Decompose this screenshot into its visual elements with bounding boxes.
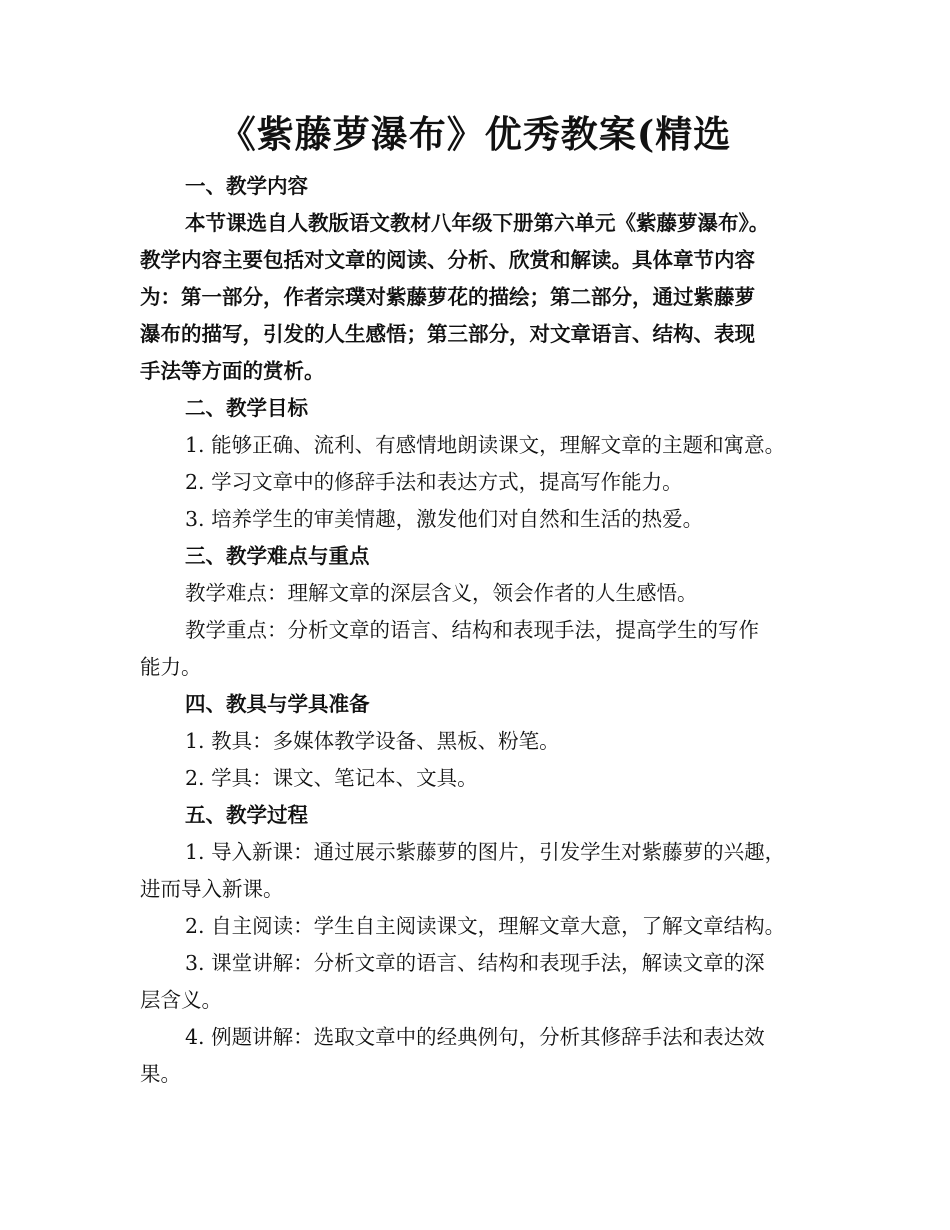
goal-item: 3. 培养学生的审美情趣，激发他们对自然和生活的热爱。 — [185, 507, 704, 531]
process-step-line: 进而导入新课。 — [140, 877, 284, 901]
focus-text-line: 能力。 — [140, 655, 202, 679]
tool-item: 2. 学具：课文、笔记本、文具。 — [185, 766, 478, 790]
section-heading-process: 五、教学过程 — [185, 803, 308, 827]
content-paragraph-line: 教学内容主要包括对文章的阅读、分析、欣赏和解读。具体章节内容 — [140, 248, 755, 272]
section-heading-goals: 二、教学目标 — [185, 396, 308, 420]
section-heading-tools: 四、教具与学具准备 — [185, 692, 370, 716]
goal-item: 2. 学习文章中的修辞手法和表达方式，提高写作能力。 — [185, 470, 683, 494]
difficulty-text: 教学难点：理解文章的深层含义，领会作者的人生感悟。 — [185, 581, 698, 605]
content-paragraph-line: 本节课选自人教版语文教材八年级下册第六单元《紫藤萝瀑布》。 — [185, 211, 770, 235]
process-step-line: 4. 例题讲解：选取文章中的经典例句，分析其修辞手法和表达效 — [185, 1025, 765, 1049]
content-paragraph-line: 瀑布的描写，引发的人生感悟；第三部分，对文章语言、结构、表现 — [140, 322, 755, 346]
focus-text-line: 教学重点：分析文章的语言、结构和表现手法，提高学生的写作 — [185, 618, 759, 642]
content-paragraph-line: 为：第一部分，作者宗璞对紫藤萝花的描绘；第二部分，通过紫藤萝 — [140, 285, 755, 309]
content-paragraph-line: 手法等方面的赏析。 — [140, 359, 325, 383]
process-step-line: 2. 自主阅读：学生自主阅读课文，理解文章大意，了解文章结构。 — [185, 914, 786, 938]
section-heading-content: 一、教学内容 — [185, 174, 308, 198]
process-step-line: 3. 课堂讲解：分析文章的语言、结构和表现手法，解读文章的深 — [185, 951, 765, 975]
goal-item: 1. 能够正确、流利、有感情地朗读课文，理解文章的主题和寓意。 — [185, 433, 786, 457]
tool-item: 1. 教具：多媒体教学设备、黑板、粉笔。 — [185, 729, 560, 753]
process-step-line: 果。 — [140, 1062, 181, 1086]
process-step-line: 层含义。 — [140, 988, 222, 1012]
process-step-line: 1. 导入新课：通过展示紫藤萝的图片，引发学生对紫藤萝的兴趣， — [185, 840, 786, 864]
section-heading-difficulties: 三、教学难点与重点 — [185, 544, 370, 568]
document-title: 《紫藤萝瀑布》优秀教案(精选 — [218, 112, 732, 156]
